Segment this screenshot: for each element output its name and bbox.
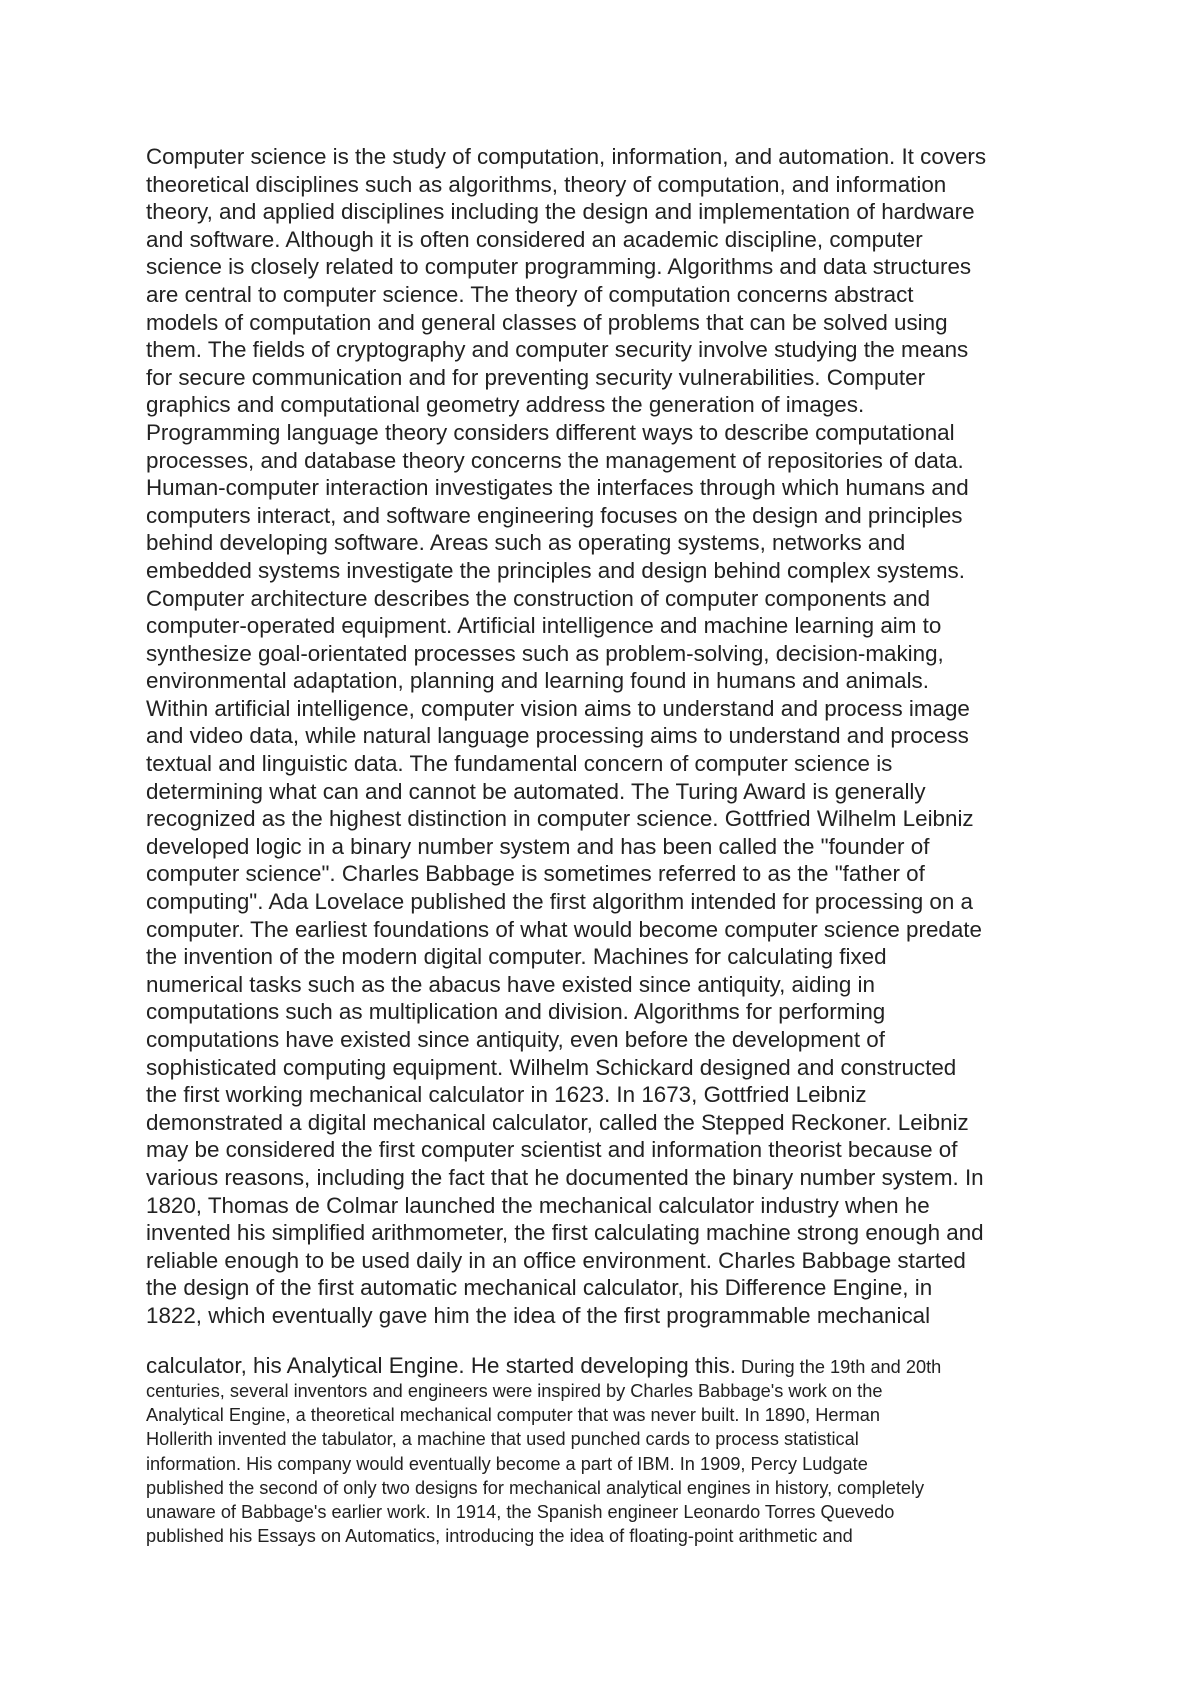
- text-line-small: centuries, several inventors and engineers were inspired by Charles Babbage's work on the: [146, 1381, 883, 1401]
- text-line: reliable enough to be used daily in an office environment. Charles Babbage started: [146, 1247, 966, 1273]
- text-line: determining what can and cannot be automated. The Turing Award is generally: [146, 778, 926, 804]
- text-line: embedded systems investigate the principles and design behind complex systems.: [146, 557, 965, 583]
- text-line: behind developing software. Areas such as operating systems, networks and: [146, 530, 906, 556]
- text-line: computations have existed since antiquity, even before the development of: [146, 1027, 885, 1052]
- text-line: developed logic in a binary number system and has been called the "founder of: [146, 833, 930, 859]
- body-paragraph-small: [146, 1379, 1066, 1548]
- text-line: for secure communication and for preventing security vulnerabilities. Computer: [146, 364, 926, 390]
- text-line-small: unaware of Babbage's earlier work. In 1914, the Spanish engineer Leonardo Torres Quevedo: [146, 1502, 895, 1523]
- text-line: and software. Although it is often considered an academic discipline, computer: [146, 226, 923, 252]
- text-line: various reasons, including the fact that he documented the binary number system. In: [146, 1164, 984, 1190]
- text-line: computer. The earliest foundations of what would become computer science predate: [146, 916, 982, 942]
- text-line-small: published the second of only two designs for mechanical analytical engines in history, completely: [146, 1477, 925, 1498]
- text-line: computations such as multiplication and division. Algorithms for performing: [146, 999, 886, 1025]
- text-line: and video data, while natural language processing aims to understand and process: [146, 723, 969, 749]
- text-line: demonstrated a digital mechanical calculator, called the Stepped Reckoner. Leibniz: [146, 1109, 969, 1135]
- text-line: computer science". Charles Babbage is sometimes referred to as the "father of: [146, 861, 925, 887]
- mixed-line-small-text: During the 19th and 20th: [735, 1357, 942, 1377]
- text-line: the first working mechanical calculator in 1623. In 1673, Gottfried Leibniz: [146, 1082, 867, 1108]
- text-line: Computer science is the study of computation, information, and automation. It covers: [146, 144, 987, 169]
- text-line: processes, and database theory concerns the management of repositories of data.: [146, 447, 964, 473]
- text-line: 1822, which eventually gave him the idea of the first programmable mechanical: [146, 1302, 931, 1328]
- text-line: theoretical disciplines such as algorithms, theory of computation, and information: [146, 171, 947, 197]
- text-line: environmental adaptation, planning and learning found in humans and animals.: [146, 668, 929, 694]
- text-line: Human-computer interaction investigates the interfaces through which humans and: [146, 475, 969, 501]
- text-line: computers interact, and software engineering focuses on the design and principles: [146, 502, 963, 528]
- mixed-line-large-text: calculator, his Analytical Engine. He started developing this.: [146, 1353, 736, 1378]
- text-line: theory, and applied disciplines including the design and implementation of hardware: [146, 199, 975, 225]
- text-line: computer-operated equipment. Artificial intelligence and machine learning aim to: [146, 613, 942, 639]
- body-mixed-size-line: [146, 1352, 1066, 1382]
- text-line: science is closely related to computer programming. Algorithms and data structures: [146, 254, 972, 280]
- text-line-small: Hollerith invented the tabulator, a machine that used punched cards to process statistical: [146, 1429, 859, 1450]
- text-line: numerical tasks such as the abacus have existed since antiquity, aiding in: [146, 971, 875, 997]
- text-line: textual and linguistic data. The fundamental concern of computer science is: [146, 751, 893, 777]
- text-line-small: published his Essays on Automatics, introducing the idea of floating-point arithmetic and: [146, 1526, 853, 1547]
- text-line-small: information. His company would eventually become a part of IBM. In 1909, Percy Ludgate: [146, 1453, 868, 1474]
- text-line: 1820, Thomas de Colmar launched the mechanical calculator industry when he: [146, 1192, 930, 1218]
- text-line: sophisticated computing equipment. Wilhelm Schickard designed and constructed: [146, 1054, 957, 1080]
- text-line: invented his simplified arithmometer, the first calculating machine strong enough and: [146, 1220, 984, 1246]
- text-line-small: Analytical Engine, a theoretical mechanical computer that was never built. In 1890, Herman: [146, 1405, 880, 1426]
- body-paragraph-large: [146, 143, 1066, 1330]
- text-line: computing". Ada Lovelace published the first algorithm intended for processing on a: [146, 889, 973, 915]
- text-line: synthesize goal-orientated processes such as problem-solving, decision-making,: [146, 640, 944, 666]
- text-line: may be considered the first computer scientist and information theorist because of: [146, 1137, 958, 1163]
- text-line: Programming language theory considers different ways to describe computational: [146, 419, 955, 445]
- text-line: the design of the first automatic mechanical calculator, his Difference Engine, in: [146, 1275, 933, 1301]
- text-line: models of computation and general classes of problems that can be solved using: [146, 309, 948, 335]
- text-line: Computer architecture describes the construction of computer components and: [146, 585, 931, 611]
- text-line: graphics and computational geometry address the generation of images.: [146, 392, 865, 418]
- text-line: are central to computer science. The theory of computation concerns abstract: [146, 281, 914, 307]
- text-line: them. The fields of cryptography and computer security involve studying the means: [146, 337, 969, 363]
- text-line: recognized as the highest distinction in computer science. Gottfried Wilhelm Leibniz: [146, 806, 974, 832]
- text-line: the invention of the modern digital computer. Machines for calculating fixed: [146, 944, 887, 970]
- text-line: Within artificial intelligence, computer vision aims to understand and process image: [146, 695, 970, 721]
